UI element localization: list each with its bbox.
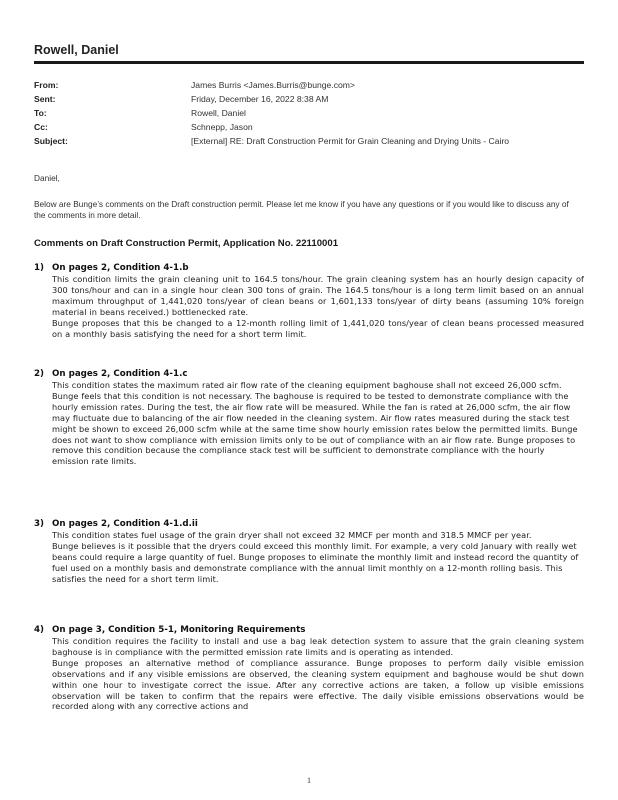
cc-row [34,120,594,134]
comment-paragraph: Bunge proposes an alternative method of compliance assurance. Bunge proposes to perform daily visible emission observations and if any visible emissions are observed, the cleaning system equipment and baghouse would be shut down within one hour to investigate correct the issue. After any corrective actions are taken, a follow up visible emissions observation will be taken to confirm that the repairs were effective. The daily visible emissions observations would be recorded along with any corrective actions and [52,657,584,712]
sent-row [34,92,594,106]
comment-item-3 [34,518,584,585]
comment-item-heading [34,518,584,530]
from-label: From: [34,80,59,90]
email-header [34,78,594,148]
comment-title: On pages 2, Condition 4-1.c [52,369,188,379]
to-value: Rowell, Daniel [191,108,246,118]
comment-title: On pages 2, Condition 4-1.b [52,263,189,273]
page-number: 1 [307,776,311,785]
comment-number: 4) [34,625,45,635]
to-row [34,106,594,120]
from-row [34,78,594,92]
comment-number: 2) [34,369,45,379]
to-label: To: [34,108,47,118]
salutation: Daniel, [34,173,60,183]
comment-title: On page 3, Condition 5-1, Monitoring Requirements [52,625,306,635]
comment-paragraph: This condition states fuel usage of the grain dryer shall not exceed 32 MMCF per month and 318.5 MMCF per year. [52,530,532,540]
comment-paragraph: Bunge proposes that this be changed to a 12-month rolling limit of 1,441,020 tons/year of clean beans processed measured on a monthly basis satisfying the need for a short term limit. [52,317,584,339]
comment-number: 3) [34,519,45,529]
subject-row [34,134,594,148]
comment-item-4 [34,624,584,712]
comment-item-2 [34,368,584,467]
comment-number: 1) [34,263,45,273]
comment-item-heading [34,368,584,380]
comment-paragraph: This condition limits the grain cleaning unit to 164.5 tons/hour. The grain cleaning system has an hourly design capacity of 300 tons/hour and can in a single hour clean 300 tons of grain. The 164.5 tons/hour is a long term limit based on an annual maximum throughput of 1,441,020 tons/year of clean beans or 1,601,133 tons/year of dirty beans (assuming 10% foreign material in beans received.) bottlenecked rate. [52,274,584,317]
title-divider [34,61,584,64]
comment-paragraph: Bunge believes is it possible that the dryers could exceed this monthly limit. For example, a very cold January with really wet beans could require a large quantity of fuel. Bunge proposes to eliminate the monthly limit and instead record the quantity of fuel used on a monthly basis and demonstrate compliance with the annual limit monthly on a 12-month rolling basis. This satisfies the need for a short term limit. [52,540,579,584]
comment-paragraph: Bunge feels that this condition is not necessary. The baghouse is required to be tested to demonstrate compliance with the hourly emission rates. During the test, the air flow rate will be measured. While the fan is rated at 26,000 scfm, the air flow may fluctuate due to balancing of the air flow needed in the cleaning system. Air flow rates measured during the stack test might be shown to exceed 26,000 scfm while at the same time show hourly emission rates below the permitted limits. Bunge does not want to show compliance with emission limits only to be out of compliance with an air flow rate. Bunge proposes to remove this condition because the compliance stack test will be sufficient to demonstrate compliance with the hourly emission rate limits. [52,390,578,467]
sent-value: Friday, December 16, 2022 8:38 AM [191,94,329,104]
comment-paragraph: This condition states the maximum rated air flow rate of the cleaning equipment baghouse shall not exceed 26,000 scfm. [52,380,562,390]
comment-item-heading [34,624,584,636]
comment-item-1 [34,262,584,339]
intro-paragraph: Below are Bunge’s comments on the Draft construction permit. Please let me know if you have any questions or if you would like to discuss any of the comments in more detail. [34,199,569,221]
comment-item-heading [34,262,584,274]
comment-title: On pages 2, Condition 4-1.d.ii [52,519,198,529]
subject-value: [External] RE: Draft Construction Permit for Grain Cleaning and Drying Units - Cairo [191,136,510,146]
comment-paragraph: This condition requires the facility to install and use a bag leak detection system to assure that the grain cleaning system baghouse is in compliance with the permitted emission rate limits and is operating as intended. [52,636,584,657]
subject-label: Subject: [34,136,68,146]
cc-label: Cc: [34,122,48,132]
sent-label: Sent: [34,94,56,104]
cc-value: Schnepp, Jason [191,122,253,132]
document-title: Rowell, Daniel [34,43,119,57]
from-value: James Burris <James.Burris@bunge.com> [191,80,355,90]
comments-heading: Comments on Draft Construction Permit, Application No. 22110001 [34,238,339,249]
